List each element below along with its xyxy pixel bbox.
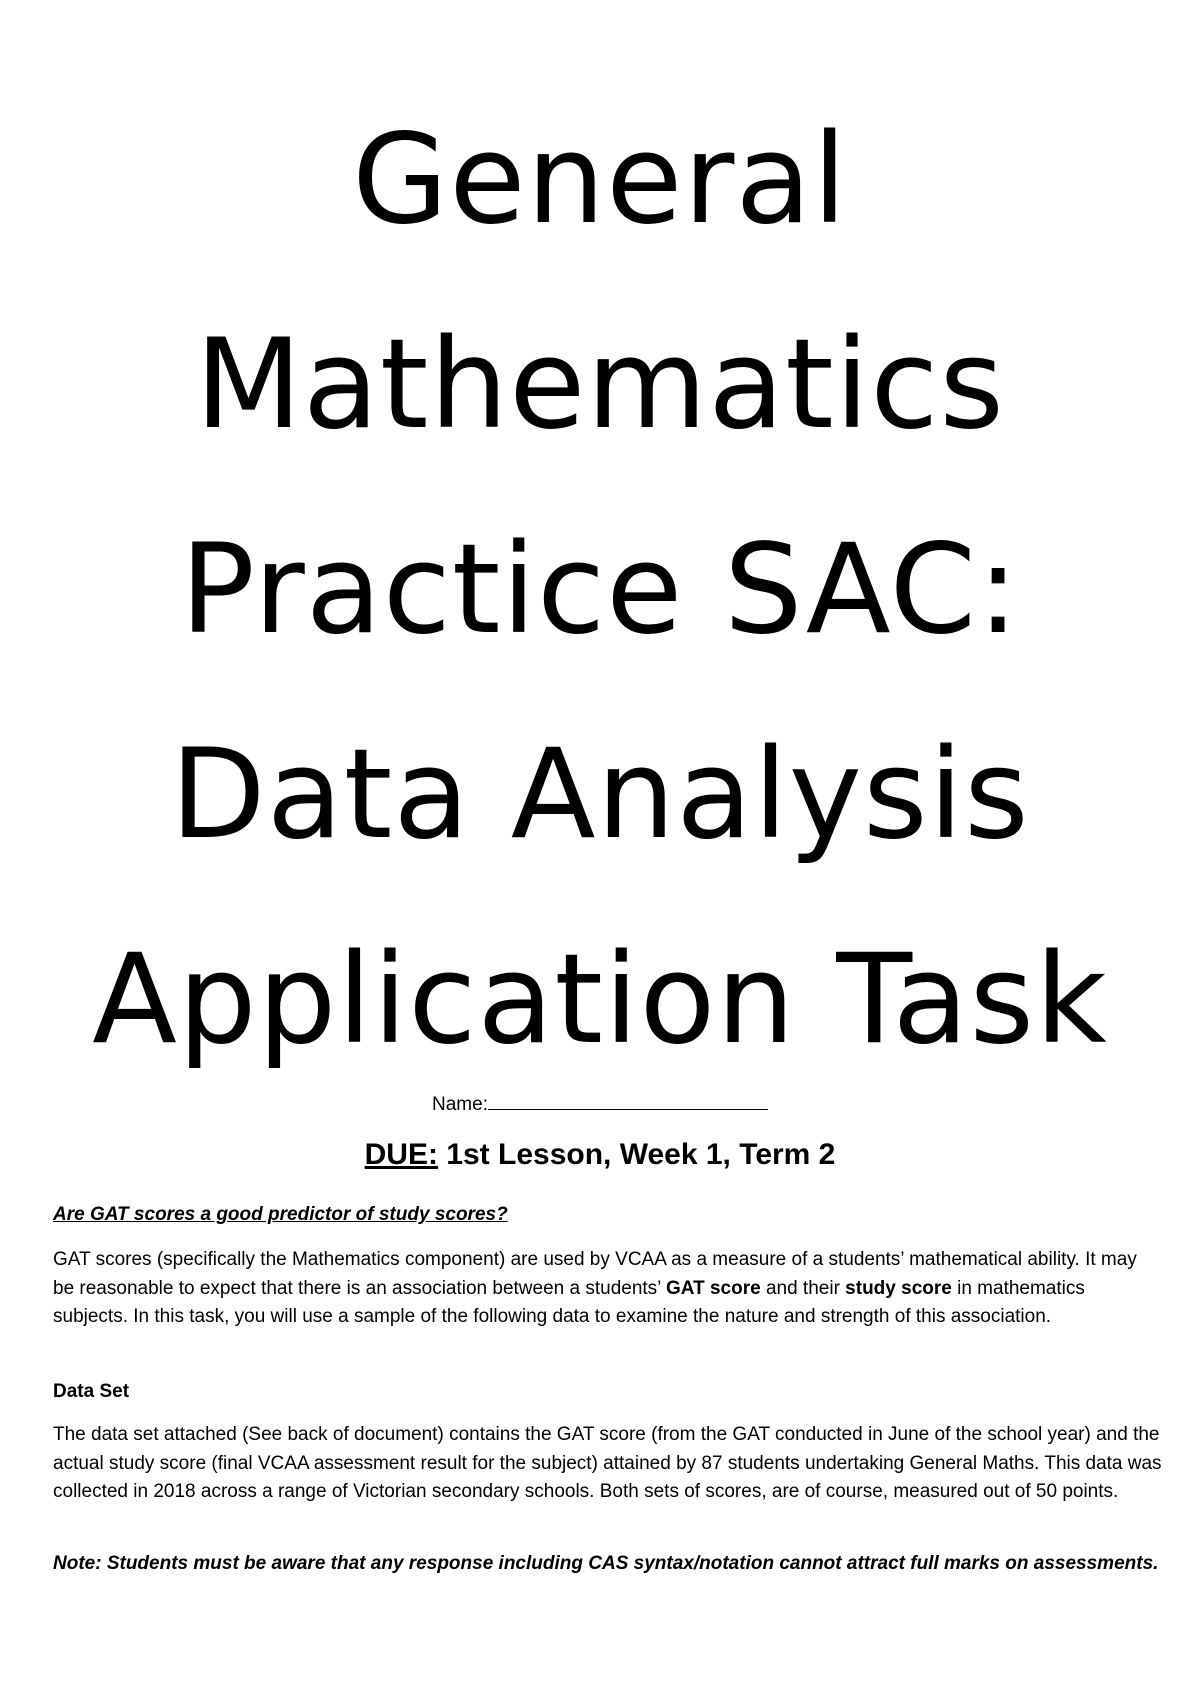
due-text: 1st Lesson, Week 1, Term 2 <box>437 1138 836 1171</box>
note-paragraph: Note: Students must be aware that any response including CAS syntax/notation cannot attract full marks on assessments. <box>53 1553 1159 1574</box>
intro-text: and their <box>760 1277 846 1299</box>
title-line: General <box>352 108 848 252</box>
title-line: Data Analysis <box>170 723 1030 867</box>
name-field-row <box>0 1091 1200 1117</box>
title-line: Application Task <box>92 928 1108 1072</box>
intro-text: GAT scores (specifically the Mathematics component) are used by VCAA as a measure of a students’ mathematical ability. It may be reasonable to expect that there is an association between a students’ <box>53 1249 1137 1299</box>
intro-text: in mathematics subjects. In this task, you will use a sample of the following data to examine the nature and strength of this association. <box>53 1277 1085 1327</box>
title-line: Mathematics <box>194 313 1006 457</box>
due-date <box>0 1137 1200 1173</box>
study-score-term: study score <box>845 1277 952 1299</box>
name-blank-line[interactable] <box>488 1091 768 1110</box>
name-label: Name: <box>432 1094 488 1115</box>
dataset-paragraph: The data set attached (See back of document) contains the GAT score (from the GAT conducted in June of the school year) and the actual study score (final VCAA assessment result for the subject) attained by 87 students undertaking General Maths. This data was collected in 2018 across a range of Victorian secondary schools. Both sets of scores, are of course, measured out of 50 points. <box>53 1424 1162 1502</box>
document-title <box>0 78 1200 1103</box>
intro-paragraph <box>53 1246 1163 1332</box>
dataset-heading: Data Set <box>53 1381 130 1402</box>
title-line: Practice SAC: <box>180 518 1020 662</box>
gat-score-term: GAT score <box>665 1277 761 1299</box>
due-label: DUE: <box>364 1138 438 1171</box>
question-heading: Are GAT scores a good predictor of study scores? <box>53 1204 508 1225</box>
